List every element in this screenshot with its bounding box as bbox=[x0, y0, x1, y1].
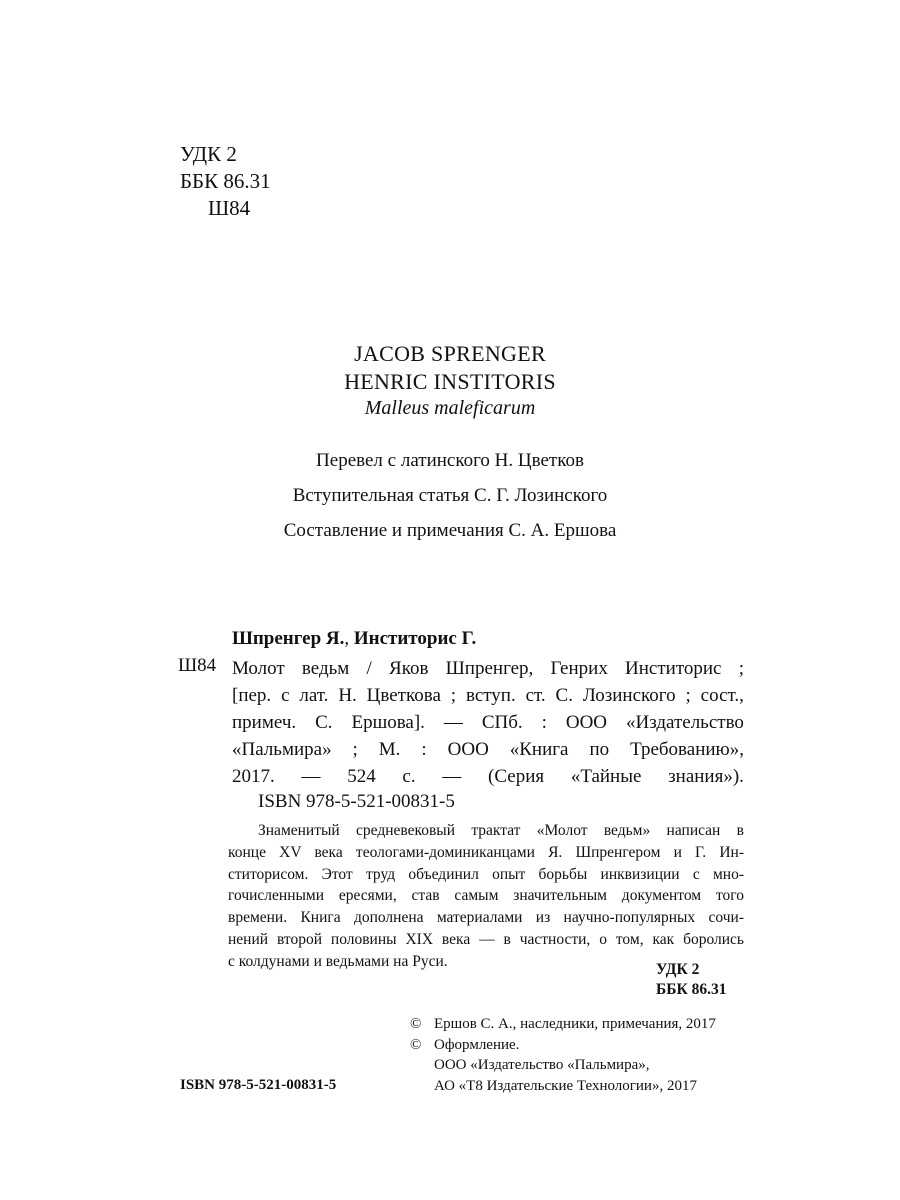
bib-line bbox=[232, 736, 744, 763]
bib-line bbox=[232, 682, 744, 709]
bib-word: Ершова]. bbox=[351, 712, 425, 733]
copyright-icon: © bbox=[410, 1016, 422, 1032]
bib-word: Инститорис bbox=[625, 658, 722, 679]
bib-word: 524 bbox=[347, 766, 376, 787]
bib-word: М. bbox=[378, 739, 401, 760]
annotation bbox=[228, 820, 744, 973]
annotation-line: конце XV века теологами-доминиканцами Я. Шпренгером и Г. Ин- bbox=[228, 843, 744, 861]
bib-word: Яков bbox=[389, 658, 429, 679]
bib-line bbox=[232, 709, 744, 736]
bib-word: : bbox=[421, 739, 427, 760]
bib-word: «Тайные bbox=[570, 766, 642, 787]
bib-word: ООО bbox=[565, 712, 608, 733]
bib-word: — bbox=[443, 712, 463, 733]
bib-line bbox=[232, 655, 744, 682]
bib-word: с. bbox=[402, 766, 416, 787]
author-sign: Ш84 bbox=[208, 196, 251, 220]
bib-word: ООО bbox=[447, 739, 489, 760]
bottom-bbk: ББК 86.31 bbox=[656, 981, 727, 998]
bottom-classification bbox=[656, 960, 726, 1000]
annotation-line: с колдунами и ведьмами на Руси. bbox=[228, 952, 448, 970]
bib-author-b: Инститорис Г. bbox=[353, 628, 477, 649]
bib-word: — bbox=[442, 766, 462, 787]
bib-authors bbox=[232, 628, 476, 650]
compiler-line: Составление и примечания С. А. Ершова bbox=[283, 520, 617, 541]
bib-word: ; bbox=[352, 739, 358, 760]
bib-author-separator: , bbox=[344, 628, 350, 649]
bib-description bbox=[232, 655, 744, 790]
bib-word: «Издательство bbox=[625, 712, 744, 733]
bib-word: Цветкова bbox=[366, 685, 441, 706]
bib-word: Генрих bbox=[550, 658, 608, 679]
bbk-code: ББК 86.31 bbox=[180, 169, 271, 193]
bib-word: ст. bbox=[525, 685, 546, 706]
bib-word: : bbox=[541, 712, 547, 733]
bib-word: Н. bbox=[338, 685, 357, 706]
bib-word: С. bbox=[555, 685, 573, 706]
annotation-line: Знаменитый средневековый трактат «Молот ведьм» написан в bbox=[258, 822, 744, 839]
bib-word: примеч. bbox=[232, 712, 297, 733]
bib-word: по bbox=[589, 739, 610, 760]
translator-line: Перевел с латинского Н. Цветков bbox=[316, 450, 584, 471]
bib-word: (Серия bbox=[488, 766, 545, 787]
bib-word: — bbox=[301, 766, 321, 787]
bib-word: Требованию», bbox=[630, 739, 744, 760]
bib-word: С. bbox=[315, 712, 333, 733]
bib-author-a: Шпренгер Я. bbox=[232, 628, 345, 649]
bib-word: ; bbox=[450, 685, 457, 706]
bib-isbn: ISBN 978-5-521-00831-5 bbox=[258, 791, 455, 812]
bib-line bbox=[232, 763, 744, 790]
bib-word: ; bbox=[738, 658, 744, 679]
bib-word: Лозинского bbox=[582, 685, 676, 706]
bottom-isbn: ISBN 978-5-521-00831-5 bbox=[180, 1077, 337, 1093]
latin-title: Malleus maleficarum bbox=[364, 397, 536, 419]
intro-line: Вступительная статья С. Г. Лозинского bbox=[292, 485, 608, 506]
author-institoris: HENRIC INSTITORIS bbox=[344, 369, 556, 394]
copyright-line: АО «Т8 Издательские Технологии», 2017 bbox=[434, 1077, 697, 1094]
bib-word: лат. bbox=[299, 685, 329, 706]
bib-word: «Пальмира» bbox=[232, 739, 332, 760]
bib-word: ; bbox=[685, 685, 691, 706]
bib-word: [пер. bbox=[232, 685, 272, 706]
bib-word: / bbox=[366, 658, 372, 679]
bib-word: 2017. bbox=[232, 766, 275, 787]
bib-word: с bbox=[281, 685, 290, 706]
bib-word: Молот bbox=[232, 658, 285, 679]
bib-word: знания»). bbox=[668, 766, 744, 787]
copyright-line: ООО «Издательство «Пальмира», bbox=[434, 1057, 650, 1073]
bib-word: Шпренгер, bbox=[445, 658, 534, 679]
annotation-line: гочисленными ересями, став самым значительным документом того bbox=[228, 887, 744, 905]
bib-word: СПб. bbox=[481, 712, 523, 733]
copyright-block bbox=[410, 1014, 716, 1096]
author-sprenger: JACOB SPRENGER bbox=[354, 341, 546, 366]
annotation-line: времени. Книга дополнена материалами из научно-популярных сочи- bbox=[228, 909, 744, 927]
annotation-line: нений второй половины XIX века — в частности, о том, как боролись bbox=[228, 930, 744, 948]
udk-code: УДК 2 bbox=[180, 142, 237, 166]
bib-word: ведьм bbox=[301, 658, 350, 679]
bottom-udk: УДК 2 bbox=[656, 961, 700, 978]
bib-word: сост., bbox=[700, 685, 744, 706]
annotation-line: ститорисом. Этот труд объединил опыт борьбы инквизиции с мно- bbox=[228, 865, 744, 883]
copyright-line: Ершов С. А., наследники, примечания, 2017 bbox=[434, 1016, 716, 1032]
bib-code: Ш84 bbox=[178, 655, 217, 676]
copyright-line: Оформление. bbox=[434, 1036, 520, 1053]
bib-word: «Книга bbox=[509, 739, 569, 760]
bib-word: вступ. bbox=[465, 685, 516, 706]
copyright-icon: © bbox=[410, 1036, 422, 1053]
classification-block bbox=[180, 141, 271, 222]
